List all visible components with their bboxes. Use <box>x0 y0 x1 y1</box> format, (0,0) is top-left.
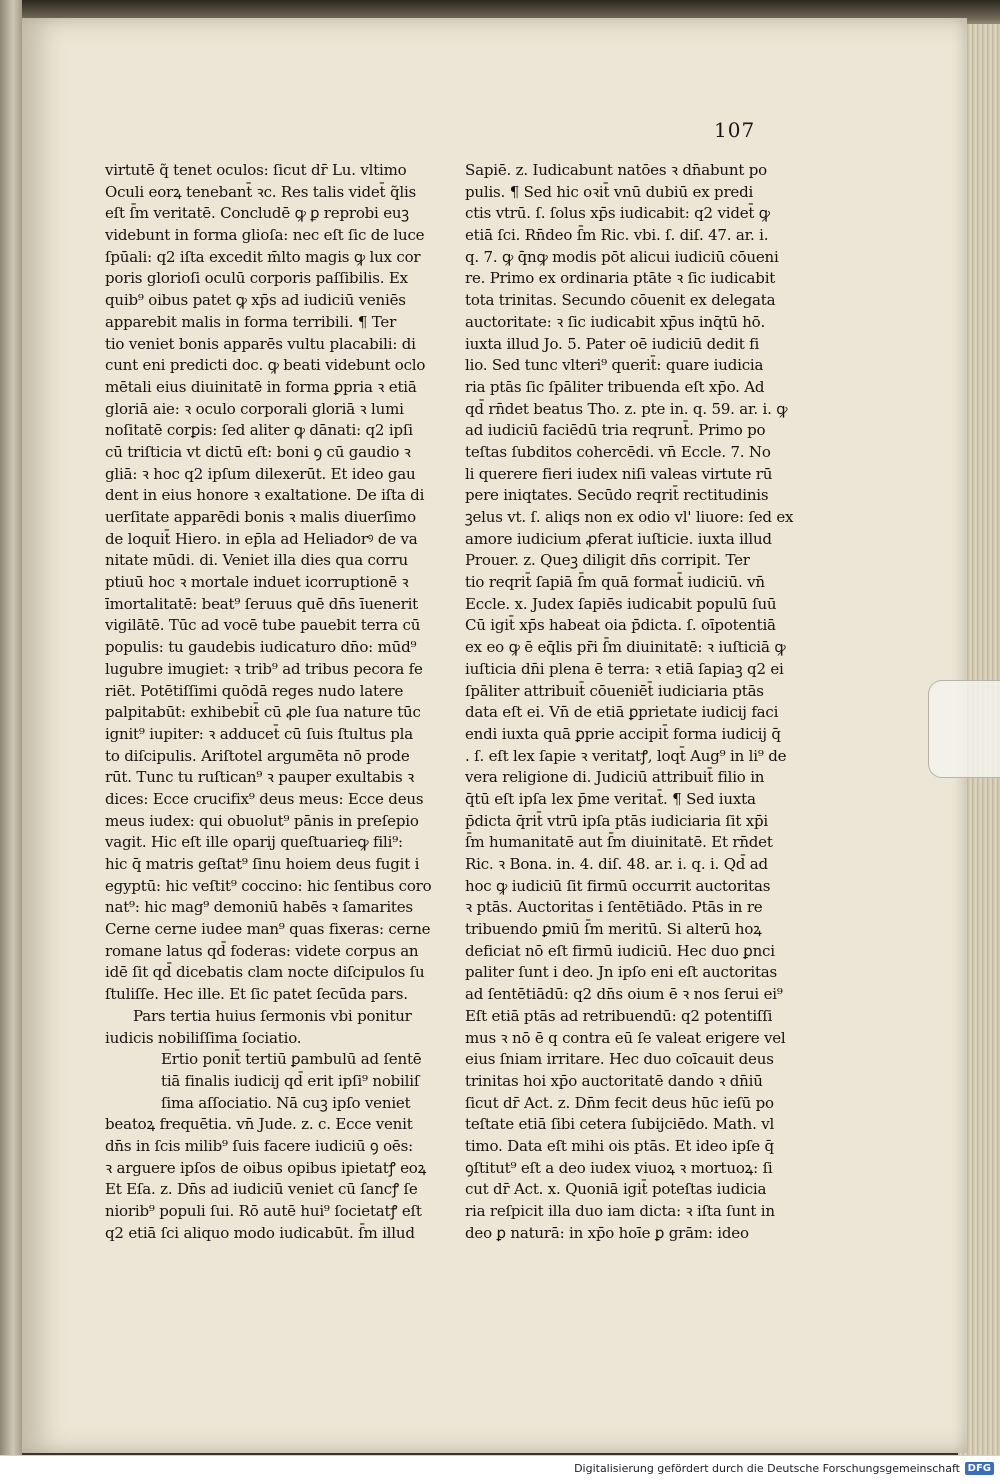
footer-credit: Digitalisierung gefördert durch die Deutsche Forschungsgemeinschaft <box>574 1462 960 1475</box>
left-column-line: romane latus qd̄ foderas: videte corpus an <box>105 941 419 960</box>
left-column-line: cunt eni predicti doc. ꝙ beati videbunt oclo <box>105 356 426 375</box>
left-column-line: videbunt in forma glioſa: nec eſt ſic de luce <box>105 226 425 245</box>
right-text-column <box>465 160 795 1244</box>
right-column-line: q̄tū eſt ipſa lex p̄me veritat̄. ¶ Sed iuxta <box>465 789 756 808</box>
left-column-line: uerſitate apparēdi bonis ꝛ malis diuerſimo <box>105 508 416 526</box>
right-column-line: ad ſentētiādū: q2 dn̄s oium ē ꝛ nos ſerui ei⁹ <box>465 985 783 1004</box>
left-column-line: ignit⁹ iupiter: ꝛ adducet̄ cū ſuis ſtultus pla <box>105 724 414 743</box>
left-column-line: populis: tu gaudebis iudicaturo dn̄o: mūd⁹ <box>105 638 417 657</box>
right-column-line: ad iudiciū faciēdū tria reqrunt̄. Primo po <box>465 421 766 440</box>
right-column-line: tio reqrit̄ ſapiā ſ̄m quā format̄ iudiciū. vn̄ <box>465 573 765 592</box>
right-column-line: paliter ſunt i deo. Jn ipſo eni eſt auctoritas <box>465 963 778 982</box>
left-column-line: to diſcipulis. Ariſtotel argumēta nō prode <box>105 746 410 765</box>
left-column-line: quib⁹ oibus patet ꝙ xp̄s ad iudiciū veniēs <box>105 291 406 310</box>
left-column-line: Oculi eorꝝ tenebant̄ ꝛc. Res talis videt̄ q̃lis <box>105 182 417 201</box>
right-column-line: Sapiē. z. Iudicabunt natōes ꝛ dn̄abunt po <box>465 161 767 179</box>
left-column-line: idē ſit qd̄ dicebatis clam nocte diſcipulos ſu <box>105 963 425 982</box>
left-column-line: poris glorioſi oculū corporis paſſibilis. Ex <box>105 269 408 288</box>
right-column-line: trinitas hoi xp̄o auctoritatē dando ꝛ dn̄iū <box>465 1071 763 1090</box>
right-column-line: cut dr̄ Act. x. Quoniā igit̄ poteſtas iudicia <box>465 1180 767 1199</box>
left-column-line: īmortalitatē: beat⁹ ſeruus quē dn̄s īuenerit <box>105 594 419 613</box>
right-column-line: teſtas ſubditos cohercēdi. vn̄ Eccle. 7. No <box>465 442 771 461</box>
right-column-line: deficiat nō eſt firmū iudiciū. Hec duo ꝑnci <box>465 941 775 960</box>
left-column-line: vigilātē. Tūc ad vocē tube pauebit terra cū <box>105 616 421 635</box>
right-column-line: q. 7. ꝙ q̄nꝙ modis pōt alicui iudiciū cōueni <box>465 247 779 266</box>
right-column-line: Eſt etiā ptās ad retribuendū: q2 potentiſſi <box>465 1006 773 1025</box>
left-column-line: gloriā aie: ꝛ oculo corporali gloriā ꝛ lumi <box>105 399 404 418</box>
left-column-line: Ertio ponit̄ tertiū ꝑambulū ad ſentē <box>161 1050 422 1069</box>
left-column-line: Cerne cerne iudee man⁹ quas fixeras: cerne <box>105 920 431 939</box>
left-column-line: Pars tertia huius ſermonis vbi ponitur <box>133 1006 412 1025</box>
right-column-line: iuxta illud Jo. 5. Pater oē iudiciū dedit fi <box>465 334 760 353</box>
left-column-line: apparebit malis in forma terribili. ¶ Ter <box>105 312 397 331</box>
right-column-line: ſicut dr̄ Act. z. Dn̄m fecit deus hūc ieſū po <box>465 1093 774 1112</box>
right-column-line: auctoritate: ꝛ ſic iudicabit xp̄us inq̄tū hō. <box>465 312 766 331</box>
right-column-line: lio. Sed tunc vlteri⁹ querit̄: quare iudicia <box>465 356 764 375</box>
right-column-line: ria reſpicit illa duo iam dicta: ꝛ iſta ſunt in <box>465 1202 775 1220</box>
right-column-line: qd̄ rn̄det beatus Tho. z. pte in. q. 59. ar. i. ꝙ <box>465 399 788 418</box>
left-column-line: ſtuliſſe. Hec ille. Et ſic patet ſecūda pars. <box>105 985 408 1004</box>
left-page-edge <box>0 0 22 1455</box>
right-column-line: teſtate etiā ſibi cetera ſubijciēdo. Math. vl <box>465 1115 775 1134</box>
left-column-line: palpitabūt: exhibebit̄ cū ꝓle ſua nature tūc <box>105 703 421 722</box>
left-column-line: ſpūali: q2 iſta excedit m̄lto magis ꝙ lux cor <box>105 247 421 266</box>
right-column-line: ꝫelus vt. ſ. aliqs non ex odio vl' liuore: ſed ex <box>465 508 794 526</box>
left-column-line: tiā finalis iudicij qd̄ erit ipſi⁹ nobiliſ <box>161 1071 420 1090</box>
right-column-line: pere iniqtates. Secūdo reqrit̄ rectitudinis <box>465 486 769 505</box>
left-column-line: mētali eius diuinitatē in forma ꝑpria ꝛ etiā <box>105 377 417 396</box>
right-column-line: pulis. ¶ Sed hic oꝛit̄ vnū dubiū ex predi <box>465 182 754 201</box>
right-column-line: mus ꝛ nō ē q contra eū ſe valeat erigere vel <box>465 1028 786 1047</box>
left-column-line: niorib⁹ populi ſui. Rō autē hui⁹ ſocietatꝭ eſt <box>105 1202 422 1220</box>
right-column-line: tribuendo ꝑmiū ſ̄m meritū. Si alterū hoꝝ <box>465 920 762 939</box>
left-column-line: lugubre imugiet: ꝛ trib⁹ ad tribus pecora fe <box>105 659 423 678</box>
folio-number: 107 <box>714 118 756 142</box>
right-column-line: Ric. ꝛ Bona. in. 4. diſ. 48. ar. i. q. i. Qd̄ ad <box>465 855 768 873</box>
left-column-line: Et Eſa. z. Dn̄s ad iudiciū veniet cū ſancꝭ ſe <box>105 1180 418 1199</box>
right-column-line: deo ꝑ naturā: in xp̄o hoīe ꝑ grām: ideo <box>465 1223 749 1242</box>
left-column-line: dn̄s in ſcis milib⁹ ſuis facere iudiciū ꝯ oēs: <box>105 1136 413 1155</box>
left-column-line: iudicis nobiliſſima ſociatio. <box>105 1028 302 1047</box>
left-column-line: vagit. Hic eſt ille oparij queſtuarieꝙ fili⁹: <box>105 833 403 852</box>
left-column-line: eſt ſ̄m veritatē. Concludē ꝙ ꝑ reprobi euꝫ <box>105 204 409 223</box>
left-column-line: meus iudex: qui obuolut⁹ pānis in preſepio <box>105 811 419 830</box>
right-column-line: iuſticia dn̄i plena ē terra: ꝛ etiā ſapiaꝫ q2 ei <box>465 659 784 678</box>
right-column-line: hoc ꝙ iudiciū ſit firmū occurrit auctoritas <box>465 876 771 895</box>
left-column-line: noſitatē corꝑis: ſed aliter ꝙ dānati: q2 ipſi <box>105 421 413 440</box>
left-column-line: q2 etiā ſci aliquo modo iudicabūt. ſ̄m illud <box>105 1223 415 1242</box>
left-column-line: beatoꝝ frequētia. vn̄ Jude. z. c. Ecce venit <box>105 1115 413 1134</box>
right-column-line: data eſt ei. Vn̄ de etiā ꝑprietate iudicij faci <box>465 703 779 722</box>
right-column-line: etiā ſci. Rn̄deo ſ̄m Ric. vbi. ſ. diſ. 47. ar. i. <box>465 226 769 245</box>
left-column-line: ptiuū hoc ꝛ mortale induet icorruptionē ꝛ <box>105 573 409 592</box>
right-column-line: ctis vtrū. ſ. ſolus xp̄s iudicabit: q2 videt̄ ꝙ <box>465 204 770 223</box>
right-column-line: ꝛ ptās. Auctoritas i ſentētiādo. Ptās in re <box>465 898 763 917</box>
right-column-line: endi iuxta quā ꝑprie accipit̄ forma iudicij q̄ <box>465 724 781 743</box>
left-column-line: cū triſticia vt dictū eſt: boni ꝯ cū gaudio ꝛ <box>105 442 411 461</box>
right-column-line: eius ſniam irritare. Hec duo coīcauit deus <box>465 1050 774 1069</box>
right-column-line: Prouer. z. Queꝫ diligit dn̄s corripit. Ter <box>465 551 750 570</box>
left-column-line: dices: Ecce crucifix⁹ deus meus: Ecce deus <box>105 789 424 808</box>
right-column-line: vera religione di. Judiciū attribuit̄ filio in <box>465 768 765 787</box>
left-column-line: nitate mūdi. di. Veniet illa dies qua corru <box>105 551 408 570</box>
right-column-line: li querere fieri iudex niſi valeas virtute rū <box>465 464 773 483</box>
right-column-line: Cū igit̄ xp̄s habeat oia p̄dicta. ſ. oīpotentiā <box>465 616 776 635</box>
right-column-line: . ſ. eſt lex ſapie ꝛ veritatꝭ, loqt̄ Aug⁹ in li⁹ de <box>465 746 787 765</box>
right-column-line: ꝯſtitut⁹ eſt a deo iudex viuoꝝ ꝛ mortuoꝝ: ſi <box>465 1158 773 1177</box>
right-column-line: p̄dicta q̄rit̄ vtrū ipſa ptās iudiciaria ſit xp̄i <box>465 811 768 830</box>
left-column-line: gliā: ꝛ hoc q2 ipſum dilexerūt. Et ideo gau <box>105 464 416 483</box>
digitization-footer <box>0 1455 1000 1484</box>
left-column-line: rūt. Tunc tu ruſtican⁹ ꝛ pauper exultabis ꝛ <box>105 768 414 787</box>
left-column-line: ſima aſſociatio. Nā cuꝫ ipſo veniet <box>161 1093 411 1112</box>
left-column-line: hic q̄ matris geſtat⁹ ſinu hoiem deus fugit i <box>105 855 420 873</box>
right-column-line: re. Primo ex ordinaria ptāte ꝛ ſic iudicabit <box>465 269 776 288</box>
left-column-line: nat⁹: hic mag⁹ demoniū habēs ꝛ ſamarites <box>105 898 413 917</box>
dfg-logo-icon: DFG <box>965 1462 994 1475</box>
left-column-line: tio veniet bonis apparēs vultu placabili: di <box>105 334 416 353</box>
right-column-line: timo. Data eſt mihi ois ptās. Et ideo ipſe q̄ <box>465 1136 774 1155</box>
right-column-line: tota trinitas. Secundo cōuenit ex delegata <box>465 291 776 310</box>
right-column-line: ſpāliter attribuit̄ cōueniēt̄ iudiciaria ptās <box>465 681 764 700</box>
left-column-line: de loquit̄ Hiero. in ep̄la ad Heliadorꝰ de va <box>105 529 418 548</box>
left-column-line: riēt. Potētiſſimi quōdā reges nudo latere <box>105 681 404 700</box>
left-text-column <box>105 160 445 1244</box>
left-column-line: egyptū: hic veſtit⁹ coccino: hic ſentibus coro <box>105 876 432 895</box>
bookmark-tab <box>928 680 1000 778</box>
right-column-line: Eccle. x. Judex ſapiēs iudicabit populū ſuū <box>465 594 777 613</box>
right-column-line: ria ptās ſic ſpāliter tribuenda eſt xp̄o. Ad <box>465 377 765 396</box>
right-column-line: ſ̄m humanitatē aut ſ̄m diuinitatē. Et rn̄det <box>465 833 773 852</box>
right-column-line: amore iudicium ꝓferat iuſticie. iuxta illud <box>465 529 772 548</box>
left-column-line: ꝛ arguere ipſos de oibus opibus ipietatꝭ eoꝝ <box>105 1158 427 1177</box>
right-column-line: ex eo ꝙ ē eq̄lis pr̄i ſ̄m diuinitatē: ꝛ iuſticiā ꝙ <box>465 638 786 657</box>
left-column-line: dent in eius honore ꝛ exaltatione. De iſta di <box>105 486 425 505</box>
left-column-line: virtutē q̃ tenet oculos: ſicut dr̄ Lu. vltimo <box>105 161 407 179</box>
